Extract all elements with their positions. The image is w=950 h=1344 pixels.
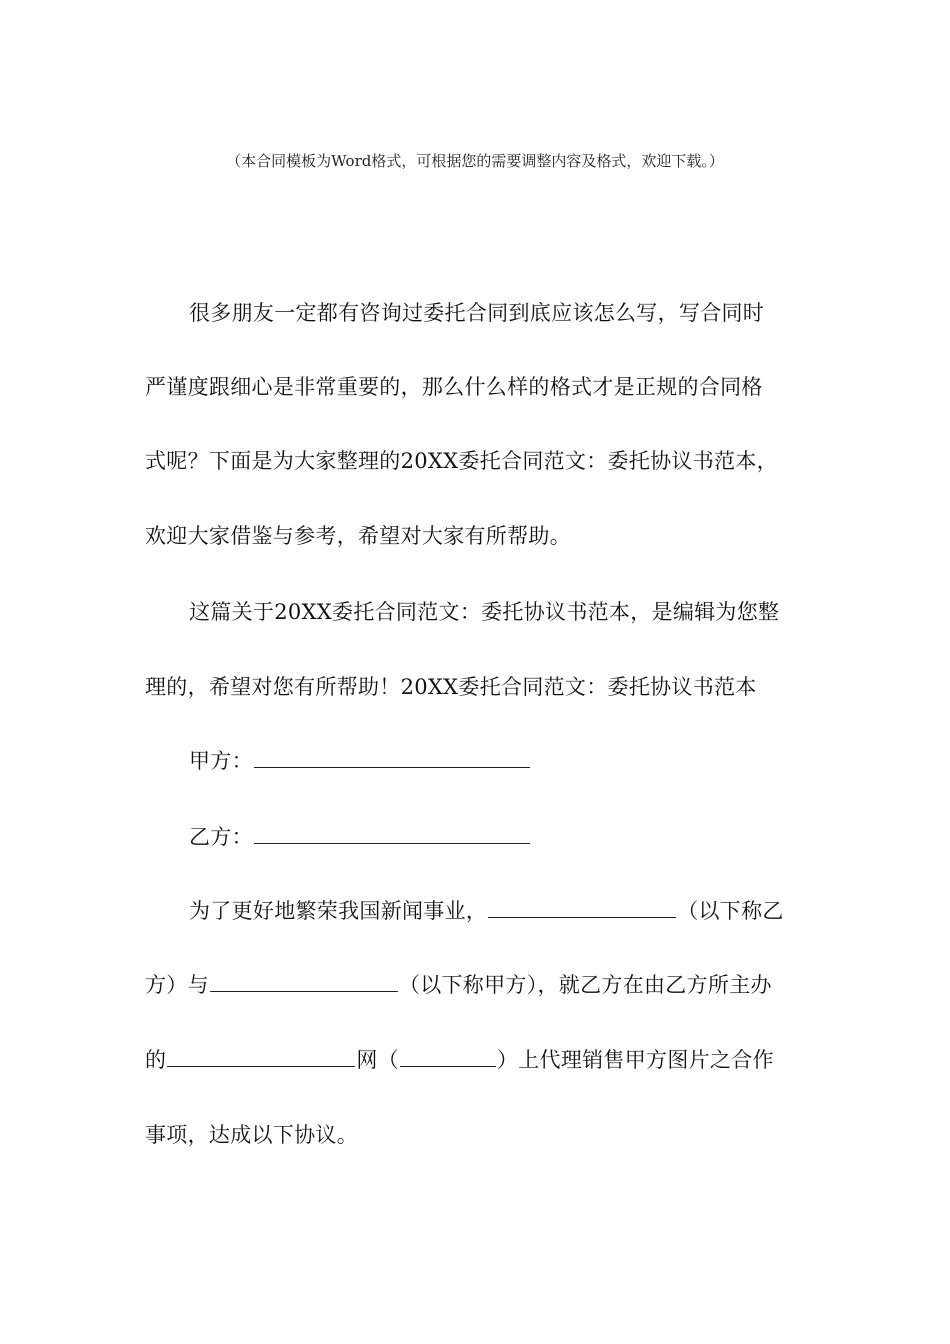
party-a-label: 甲方： — [189, 749, 253, 773]
news-organization-blank[interactable] — [488, 897, 676, 918]
party-b-row — [189, 823, 531, 851]
agreement-line-1 — [189, 897, 784, 925]
agreement-line-3-mid: 网（ — [356, 1048, 399, 1072]
intro-line-1: 很多朋友一定都有咨询过委托合同到底应该怎么写，写合同时 — [189, 301, 765, 325]
second-para-line-1: 这篇关于20XX委托合同范文：委托协议书范本，是编辑为您整 — [189, 600, 780, 624]
agreement-line-1-prefix: 为了更好地繁荣我国新闻事业， — [189, 899, 488, 923]
intro-line-4: 欢迎大家借鉴与参考，希望对大家有所帮助。 — [145, 524, 571, 548]
agreement-line-3 — [145, 1046, 774, 1074]
agreement-line-3-suffix: ）上代理销售甲方图片之合作 — [496, 1048, 774, 1072]
website-name-blank[interactable] — [167, 1046, 355, 1067]
agreement-line-1-suffix: （以下称乙 — [677, 899, 784, 923]
agreement-line-3-prefix: 的 — [145, 1048, 167, 1072]
agreement-line-2-suffix: （以下称甲方），就乙方在由乙方所主办 — [398, 973, 772, 997]
party-a-blank[interactable] — [254, 747, 530, 768]
template-note: （本合同模板为Word格式，可根据您的需要调整内容及格式，欢迎下载。） — [226, 152, 724, 170]
second-para-line-2: 理的，希望对您有所帮助！20XX委托合同范文：委托协议书范本 — [145, 675, 757, 699]
agreement-line-4: 事项，达成以下协议。 — [145, 1123, 358, 1147]
intro-line-3: 式呢？下面是为大家整理的20XX委托合同范文：委托协议书范本， — [145, 449, 778, 473]
agreement-line-2 — [145, 971, 772, 999]
party-b-label: 乙方： — [189, 825, 253, 849]
agreement-line-2-prefix: 方）与 — [145, 973, 209, 997]
party-a-name-blank[interactable] — [210, 971, 398, 992]
party-b-blank[interactable] — [254, 823, 530, 844]
party-a-row — [189, 747, 531, 775]
website-url-blank[interactable] — [400, 1046, 496, 1067]
intro-line-2: 严谨度跟细心是非常重要的，那么什么样的格式才是正规的合同格 — [145, 375, 763, 399]
